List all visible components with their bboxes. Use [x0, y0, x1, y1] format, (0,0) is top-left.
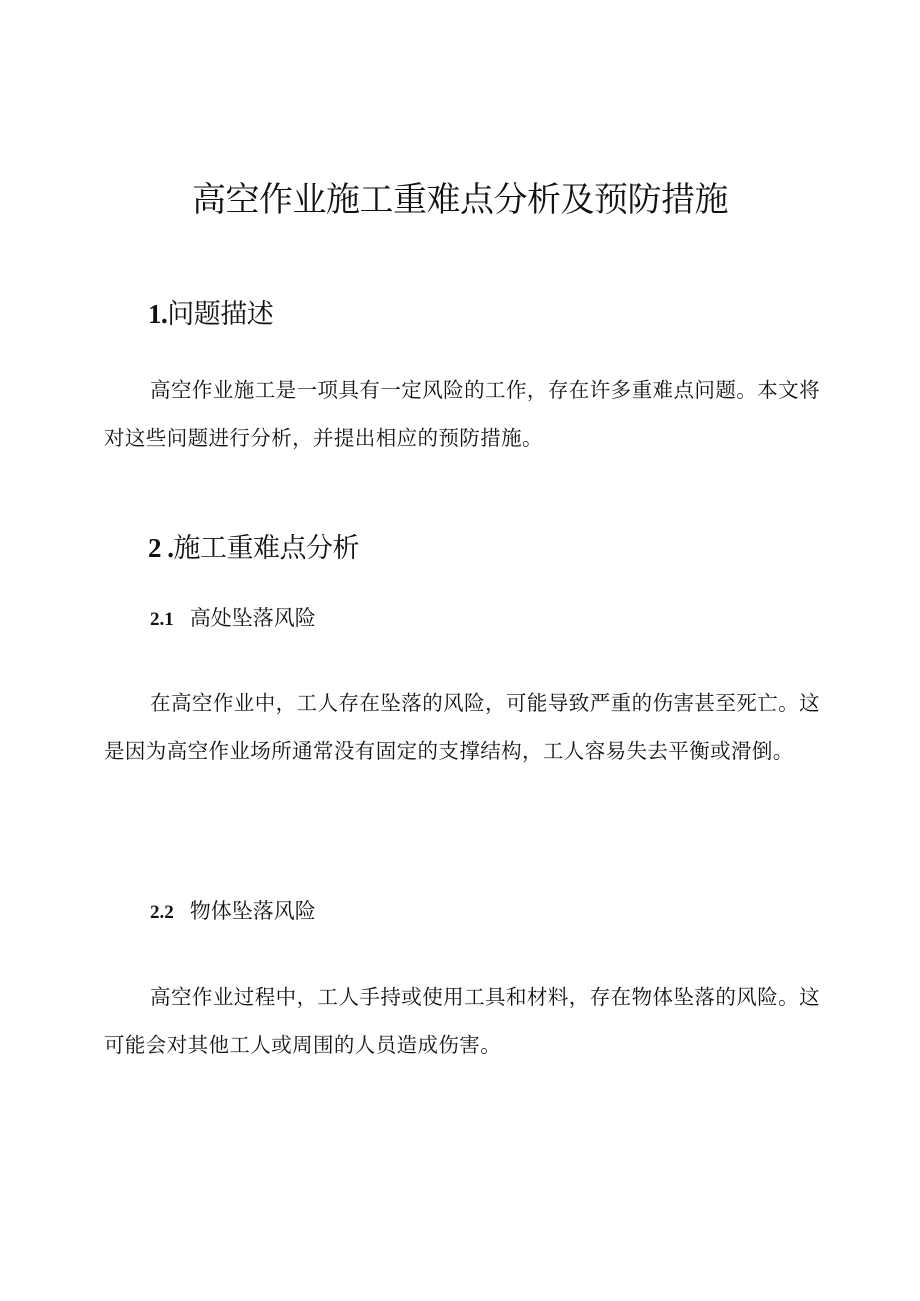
subsection-heading-object-fall-risk	[150, 897, 316, 927]
subsection-number: 2.1	[150, 609, 174, 630]
subsection-heading-text: 物体坠落风险	[189, 899, 316, 923]
subsection-heading-fall-risk	[150, 604, 316, 634]
section-heading-text: 问题描述	[167, 299, 274, 330]
section-heading-analysis	[148, 530, 359, 567]
subsection-paragraph-fall-risk: 在高空作业中，工人存在坠落的风险，可能导致严重的伤害甚至死亡。这是因为高空作业场所通常没有固定的支撑结构，工人容易失去平衡或滑倒。	[104, 691, 820, 763]
subsection-number: 2.2	[150, 902, 174, 923]
subsection-paragraph-object-fall-risk: 高空作业过程中，工人手持或使用工具和材料，存在物体坠落的风险。这可能会对其他工人或周围的人员造成伤害。	[104, 985, 820, 1057]
section-paragraph-problem: 高空作业施工是一项具有一定风险的工作，存在许多重难点问题。本文将对这些问题进行分析，并提出相应的预防措施。	[104, 378, 820, 450]
subsection-heading-text: 高处坠落风险	[189, 606, 316, 630]
section-heading-text: 施工重难点分析	[173, 533, 359, 564]
section-number: 1.	[148, 299, 168, 329]
document-title: 高空作业施工重难点分析及预防措施	[192, 180, 728, 220]
section-heading-problem	[148, 296, 273, 333]
section-number: 2 .	[148, 533, 174, 563]
